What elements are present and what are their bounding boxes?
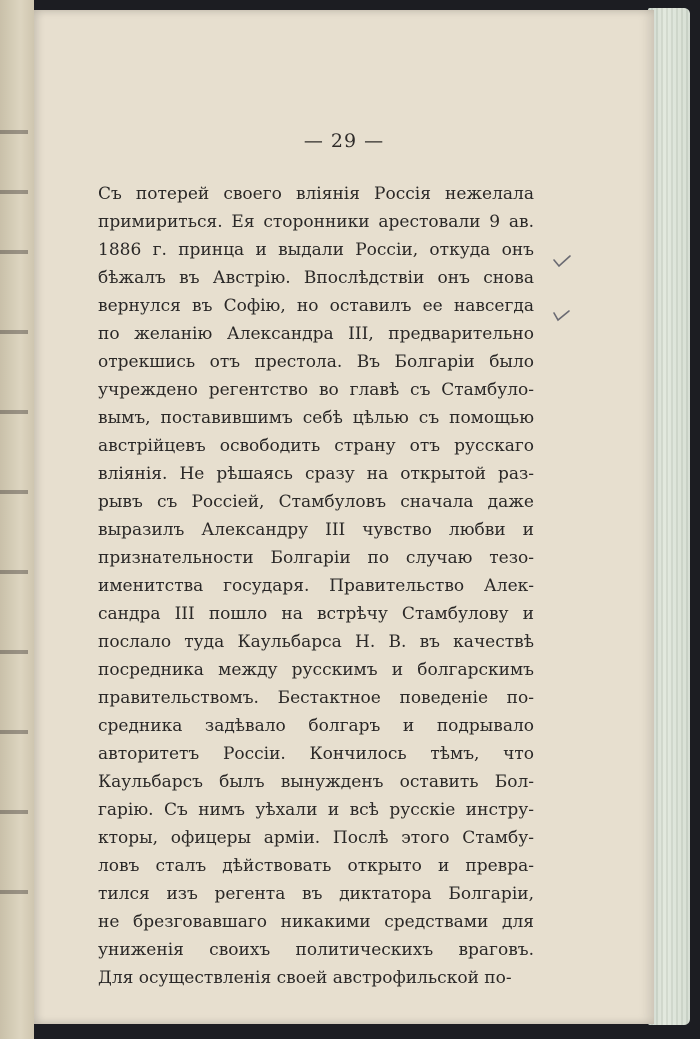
text-line: выразилъ Александру III чувство любви и bbox=[98, 520, 534, 540]
text-line: авторитетъ Россiи. Кончилось тѣмъ, что bbox=[98, 744, 534, 764]
text-line: кторы, офицеры армiи. Послѣ этого Стамбу- bbox=[98, 828, 534, 848]
page-number: — 29 — bbox=[303, 130, 385, 152]
text-line: отрекшись отъ престола. Въ Болгарiи было bbox=[98, 352, 534, 372]
text-line: правительствомъ. Бестактное поведенiе по- bbox=[98, 688, 534, 708]
page-stack-edge bbox=[648, 8, 690, 1025]
text-fragment bbox=[0, 810, 28, 824]
previous-page-edge bbox=[0, 0, 34, 1039]
text-line: именитства государя. Правительство Алек- bbox=[98, 576, 534, 596]
text-line: униженiя своихъ политическихъ враговъ. bbox=[98, 940, 534, 960]
text-line: ловъ сталъ дѣйствовать открыто и превра- bbox=[98, 856, 534, 876]
text-line: австрiйцевъ освободить страну отъ русскаго bbox=[98, 436, 534, 456]
text-line: рывъ съ Россiей, Стамбуловъ сначала даже bbox=[98, 492, 534, 512]
text-line: влiянiя. Не рѣшаясь сразу на открытой раз- bbox=[98, 464, 534, 484]
text-line: вымъ, поставившимъ себѣ цѣлью съ помощью bbox=[98, 408, 534, 428]
text-line: Для осуществленiя своей австрофильской по- bbox=[98, 968, 512, 988]
pencil-checkmark-icon bbox=[552, 254, 572, 268]
text-line: посредника между русскимъ и болгарскимъ bbox=[98, 660, 534, 680]
text-line: по желанiю Александра III, предварительно bbox=[98, 324, 534, 344]
text-line: примириться. Ея сторонники арестовали 9 ав. bbox=[98, 212, 534, 232]
text-fragment bbox=[0, 570, 28, 584]
text-fragment bbox=[0, 730, 28, 744]
text-line: средника задѣвало болгаръ и подрывало bbox=[98, 716, 534, 736]
pencil-checkmark-icon bbox=[552, 308, 572, 322]
book-page bbox=[34, 10, 654, 1024]
page-body bbox=[98, 180, 534, 992]
text-fragment bbox=[0, 130, 28, 144]
text-line: сандра III пошло на встрѣчу Стамбулову и bbox=[98, 604, 534, 624]
text-line: признательности Болгарiи по случаю тезо- bbox=[98, 548, 534, 568]
text-line: не брезговавшаго никакими средствами для bbox=[98, 912, 534, 932]
text-fragment bbox=[0, 190, 28, 204]
text-line: 1886 г. принца и выдали Россiи, откуда онъ bbox=[98, 240, 534, 260]
text-fragment bbox=[0, 330, 28, 344]
text-line: послало туда Каульбарса Н. В. въ качествѣ bbox=[98, 632, 534, 652]
text-fragment bbox=[0, 650, 28, 664]
text-line: гарiю. Съ нимъ уѣхали и всѣ русскiе инстру- bbox=[98, 800, 534, 820]
text-line: тился изъ регента въ диктатора Болгарiи, bbox=[98, 884, 534, 904]
text-line: Каульбарсъ былъ вынужденъ оставить Бол- bbox=[98, 772, 534, 792]
text-fragment bbox=[0, 250, 28, 264]
text-line: бѣжалъ въ Австрiю. Впослѣдствiи онъ снова bbox=[98, 268, 534, 288]
text-line: учреждено регентство во главѣ съ Стамбуло- bbox=[98, 380, 534, 400]
text-line: вернулся въ Софiю, но оставилъ ее навсегда bbox=[98, 296, 534, 316]
text-fragment bbox=[0, 490, 28, 504]
text-fragment bbox=[0, 890, 28, 904]
text-line: Съ потерей своего влiянiя Россiя нежелала bbox=[98, 184, 534, 204]
text-fragment bbox=[0, 410, 28, 424]
